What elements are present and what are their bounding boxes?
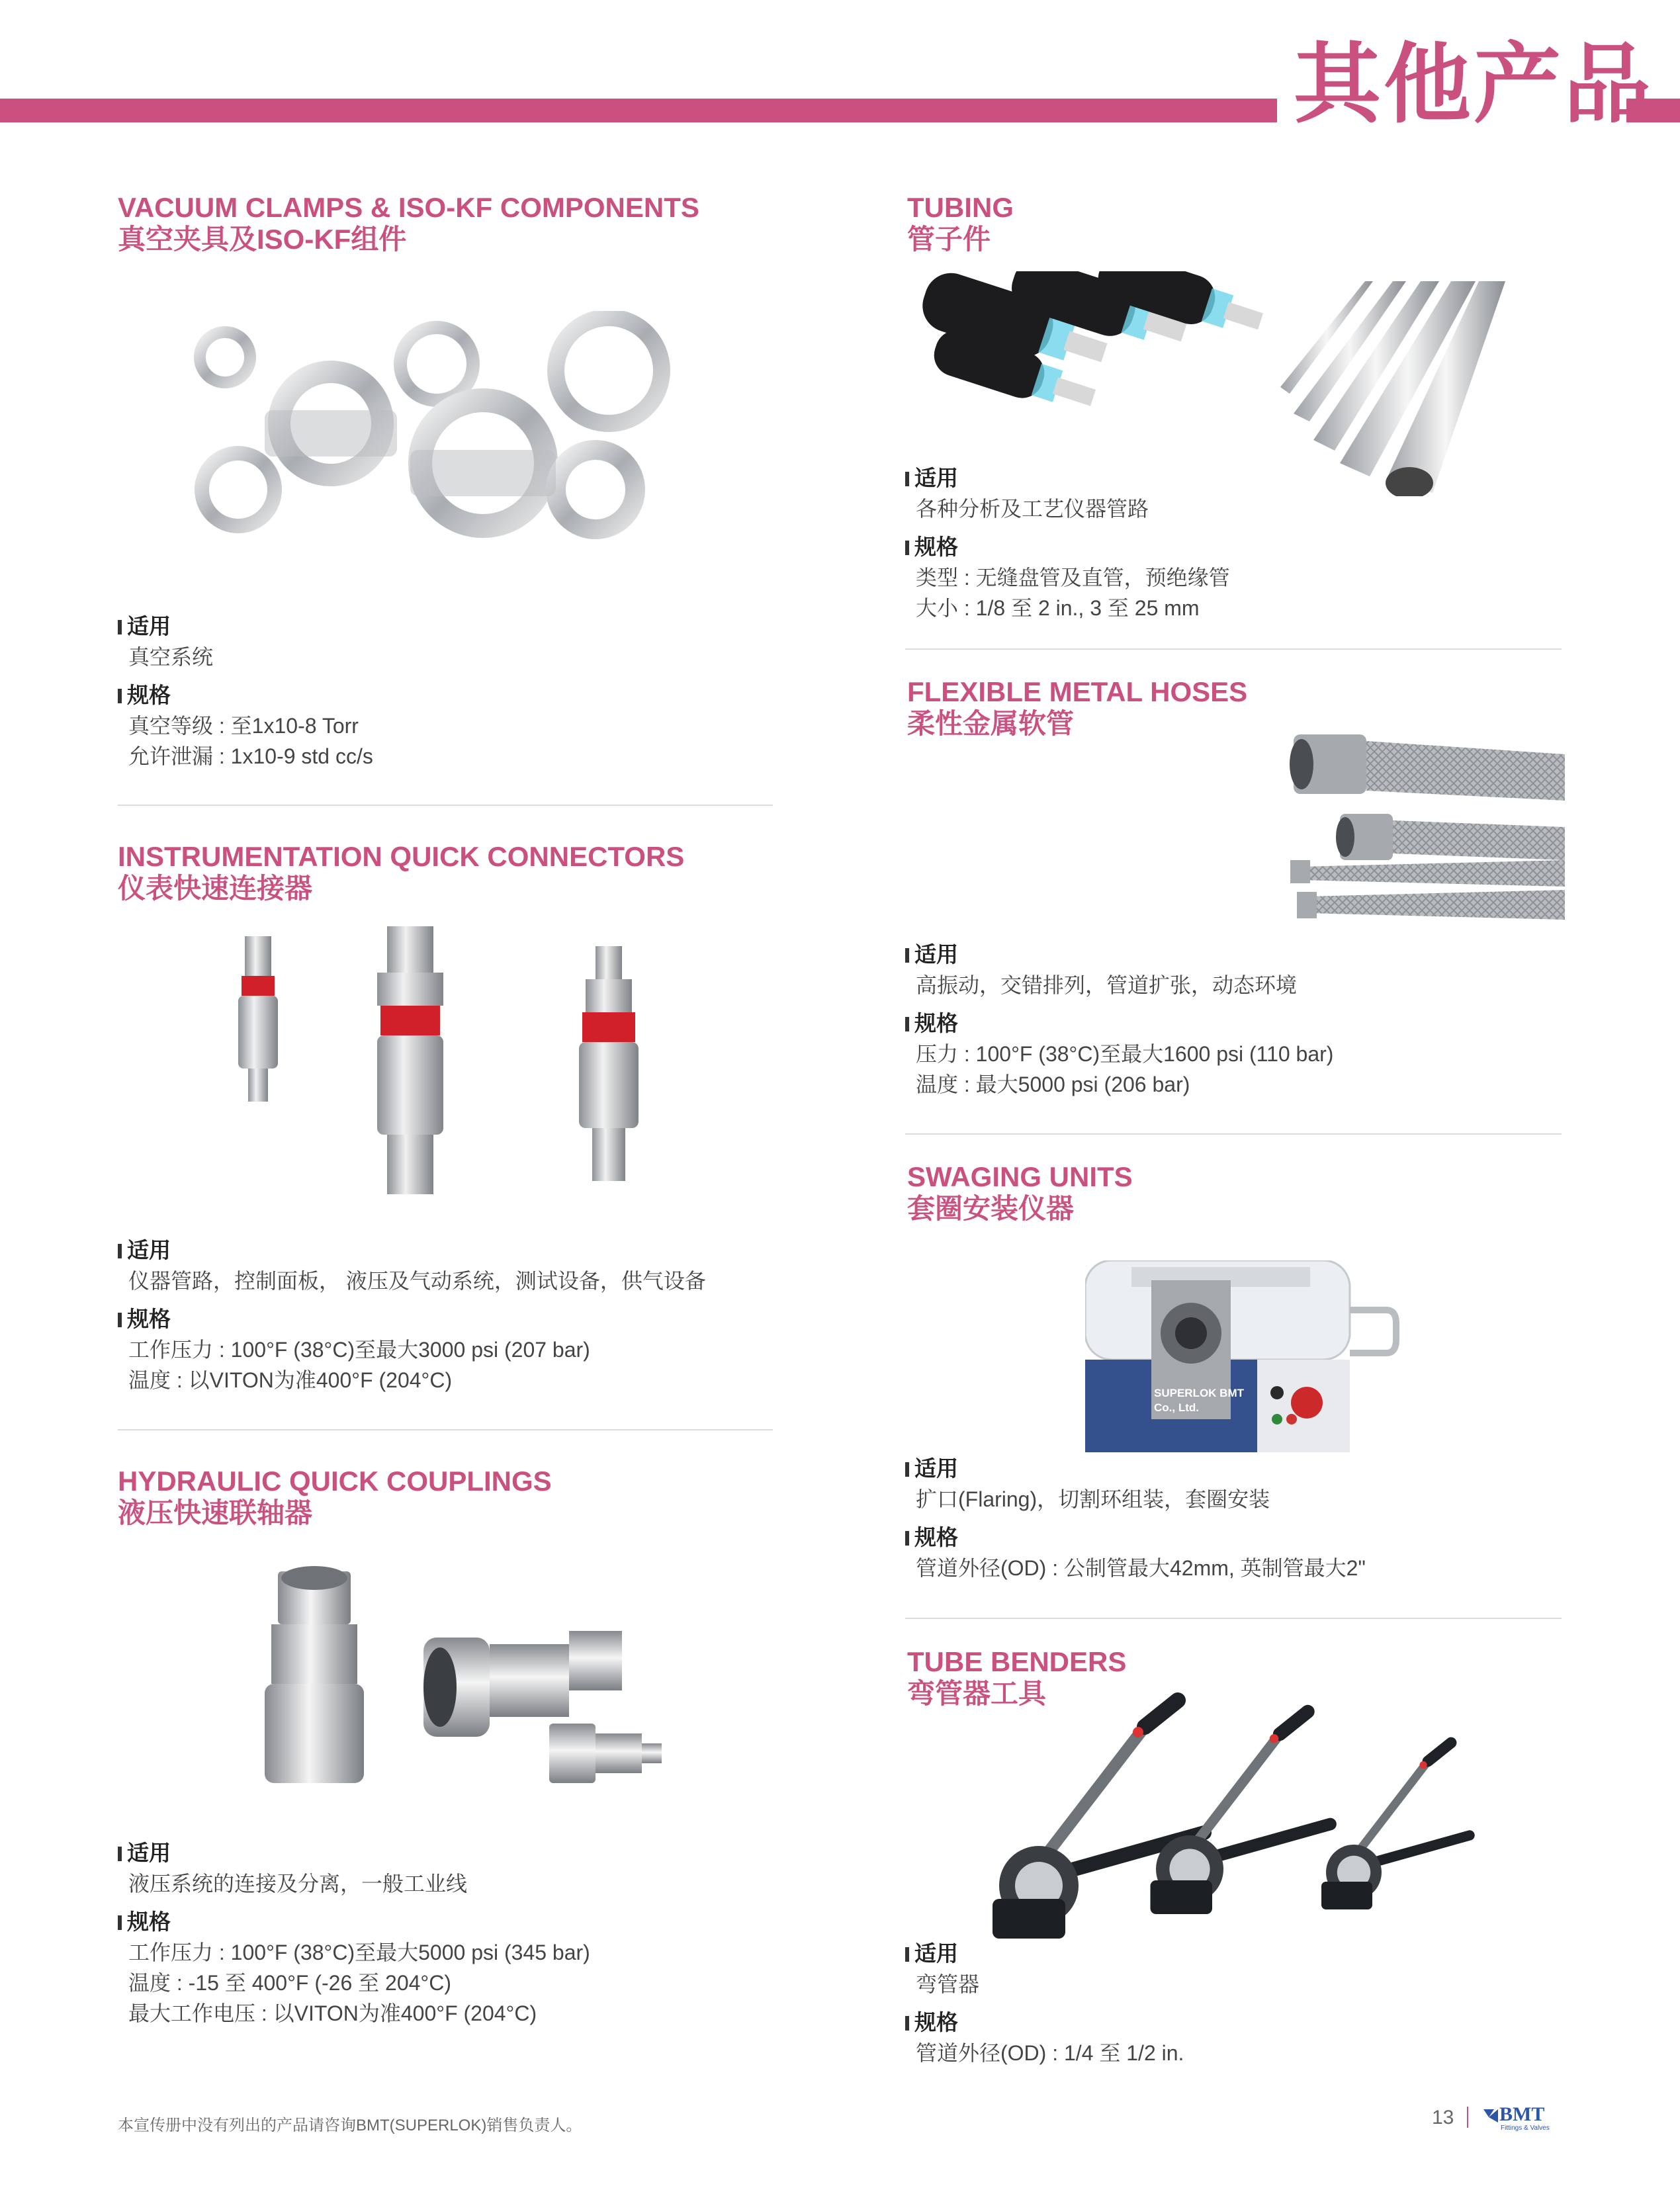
apply-line: 各种分析及工艺仪器管路	[916, 497, 1149, 521]
spec-line: 最大工作电压 : 以VITON为准400°F (204°C)	[128, 2001, 537, 2025]
apply-label: 适用	[905, 1454, 1540, 1484]
section-divider	[905, 1618, 1562, 1619]
header-bar	[0, 99, 1277, 122]
spec-label: 规格	[118, 1907, 753, 1937]
hqc-specs	[118, 1838, 753, 2029]
iqc-title-en: INSTRUMENTATION QUICK CONNECTORS	[118, 841, 685, 872]
vacuum-title-zh: 真空夹具及ISO-KF组件	[118, 224, 407, 255]
spec-line: 压力 : 100°F (38°C)至最大1600 psi (110 bar)	[916, 1042, 1334, 1066]
benders-title-en: TUBE BENDERS	[907, 1646, 1127, 1677]
swaging-specs	[905, 1454, 1540, 1583]
tubing-title	[907, 192, 1014, 255]
spec-line: 温度 : 最大5000 psi (206 bar)	[916, 1072, 1190, 1096]
spec-line: 大小 : 1/8 至 2 in., 3 至 25 mm	[916, 596, 1200, 620]
apply-line: 液压系统的连接及分离，一般工业线	[128, 1872, 468, 1896]
spec-line: 类型 : 无缝盘管及直管，预绝缘管	[916, 566, 1230, 590]
swaging-machine-label: SUPERLOK BMT Co., Ltd.	[1154, 1387, 1244, 1414]
apply-line: 仪器管路，控制面板， 液压及气动系统，测试设备，供气设备	[128, 1269, 706, 1293]
apply-line: 弯管器	[916, 1972, 980, 1996]
spec-line: 工作压力 : 100°F (38°C)至最大3000 psi (207 bar)	[128, 1338, 590, 1362]
tube-benders-image	[986, 1687, 1502, 1945]
apply-label: 适用	[905, 940, 1540, 970]
iqc-title	[118, 841, 684, 904]
spec-line: 管道外径(OD) : 1/4 至 1/2 in.	[916, 2041, 1184, 2065]
section-divider	[905, 1133, 1562, 1135]
apply-line: 高振动，交错排列，管道扩张，动态环境	[916, 973, 1298, 997]
footer-note: 本宣传册中没有列出的产品请咨询BMT(SUPERLOK)销售负责人。	[118, 2117, 582, 2134]
swaging-title-zh: 套圈安装仪器	[907, 1193, 1075, 1224]
spec-line: 真空等级 : 至1x10-8 Torr	[128, 714, 359, 738]
bmt-logo-text: BMT	[1499, 2103, 1545, 2125]
hoses-title-en: FLEXIBLE METAL HOSES	[907, 676, 1248, 707]
apply-label: 适用	[905, 463, 1540, 494]
apply-line: 真空系统	[128, 645, 214, 669]
insulated-tubing-image	[901, 271, 1272, 437]
hoses-specs	[905, 940, 1540, 1100]
quick-connectors-image	[225, 923, 648, 1201]
footer-separator	[1467, 2107, 1468, 2128]
iqc-title-zh: 仪表快速连接器	[118, 873, 313, 904]
spec-label: 规格	[118, 1304, 753, 1335]
spec-line: 温度 : -15 至 400°F (-26 至 204°C)	[128, 1971, 451, 1995]
metal-hoses-image	[1287, 728, 1565, 940]
swaging-title-en: SWAGING UNITS	[907, 1161, 1133, 1192]
spec-line: 温度 : 以VITON为准400°F (204°C)	[128, 1368, 453, 1392]
section-divider	[905, 648, 1562, 650]
benders-specs	[905, 1939, 1540, 2068]
hqc-title	[118, 1466, 552, 1529]
apply-label: 适用	[118, 611, 753, 642]
hoses-title-zh: 柔性金属软管	[907, 708, 1075, 739]
vacuum-title-en: VACUUM CLAMPS & ISO-KF COMPONENTS	[118, 192, 699, 223]
spec-line: 管道外径(OD) : 公制管最大42mm, 英制管最大2"	[916, 1556, 1366, 1580]
benders-title-zh: 弯管器工具	[907, 1678, 1047, 1709]
page-title: 其他产品	[1294, 36, 1654, 133]
section-divider	[118, 1429, 773, 1430]
page-number: 13	[1432, 2107, 1454, 2128]
apply-label: 适用	[905, 1939, 1540, 1969]
vacuum-clamps-image	[172, 311, 688, 549]
swaging-title	[907, 1161, 1133, 1225]
bmt-logo	[1481, 2103, 1567, 2133]
tubing-title-zh: 管子件	[907, 224, 991, 255]
hoses-title	[907, 676, 1247, 740]
tubing-title-en: TUBING	[907, 192, 1014, 223]
tubing-specs	[905, 463, 1540, 623]
spec-label: 规格	[905, 1008, 1540, 1039]
spec-label: 规格	[905, 2007, 1540, 2038]
spec-line: 工作压力 : 100°F (38°C)至最大5000 psi (345 bar)	[128, 1941, 590, 1964]
apply-line: 扩口(Flaring)，切割环组装，套圈安装	[916, 1487, 1270, 1511]
swaging-unit-image	[1085, 1260, 1403, 1456]
spec-label: 规格	[905, 532, 1540, 562]
spec-label: 规格	[905, 1522, 1540, 1553]
spec-label: 规格	[118, 680, 753, 711]
section-divider	[118, 805, 773, 806]
hydraulic-couplings-image	[258, 1565, 695, 1790]
hqc-title-en: HYDRAULIC QUICK COUPLINGS	[118, 1466, 552, 1497]
vacuum-specs	[118, 611, 753, 771]
bmt-logo-subtitle: Fittings & Valves	[1501, 2124, 1550, 2132]
apply-label: 适用	[118, 1838, 753, 1868]
spec-line: 允许泄漏 : 1x10-9 std cc/s	[128, 744, 373, 768]
iqc-specs	[118, 1235, 753, 1395]
hqc-title-zh: 液压快速联轴器	[118, 1497, 313, 1528]
vacuum-title	[118, 192, 699, 255]
apply-label: 适用	[118, 1235, 753, 1266]
